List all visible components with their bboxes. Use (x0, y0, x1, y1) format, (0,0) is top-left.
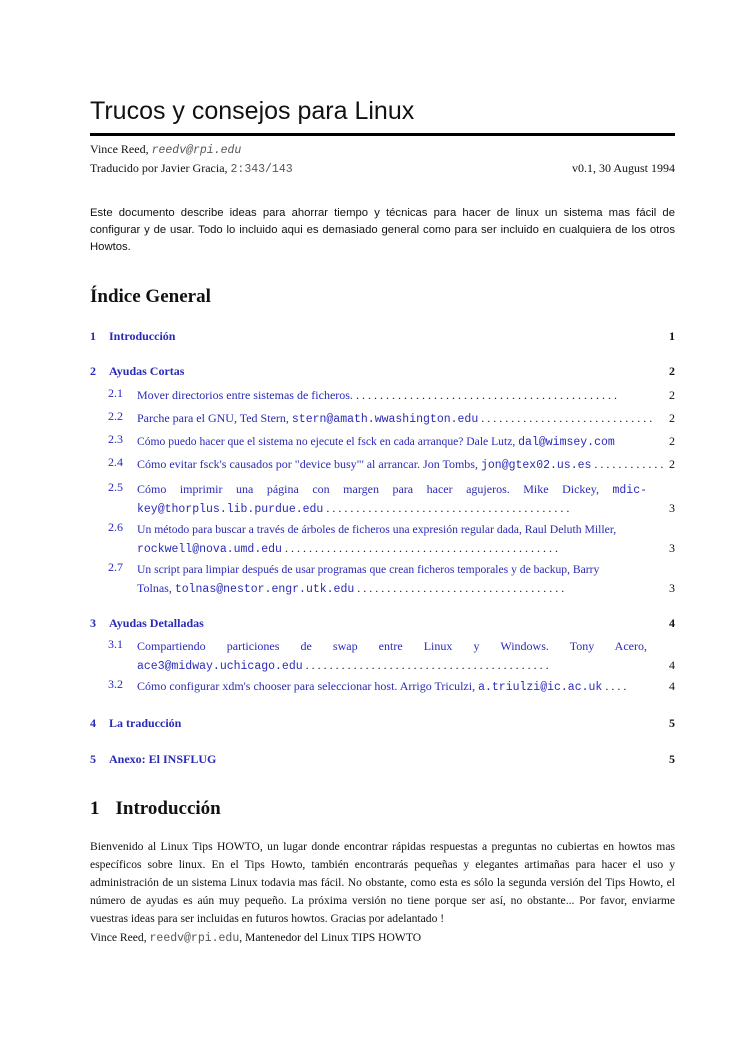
translator-line (90, 161, 293, 176)
toc-page: 3 (669, 581, 675, 595)
author-email: reedv@rpi.edu (151, 144, 242, 157)
toc-link[interactable]: Tolnas, (137, 581, 172, 595)
toc-link[interactable]: Ayudas Detalladas (109, 616, 204, 630)
toc-email[interactable]: ace3@midway.uchicago.edu (137, 660, 303, 673)
toc-link[interactable]: La traducción (109, 716, 182, 730)
toc-email[interactable]: jon@gtex02.us.es (480, 459, 592, 472)
toc-entry-5[interactable]: 5 Anexo: El INSFLUG 5 (90, 752, 675, 766)
index-heading: Índice General (90, 286, 211, 307)
toc-link[interactable]: Cómo imprimir una página con margen para hacer agujeros. Mike Dickey, (137, 482, 599, 496)
toc-page: 5 (669, 716, 675, 730)
section-number: 1 (90, 798, 100, 819)
intro-paragraph: Bienvenido al Linux Tips HOWTO, un lugar donde encontrar rápidas respuestas a preguntas no cubiertas en howtos mas específicos sobre linux. En el Tips Howto, también encontrarás pequeñas y elegantes artimañas para hacer el uso y administración de un sistema Linux todavia mas fácil. No obstante, como esta es sólo la segunda versión del Tips Howto, el número de ayudas es aún muy pequeño. La próxima versión no tiene porque ser así, no obstante... Por favor, enviarme vuestras ideas para ser incluidas en futuros howtos. Gracias por adelantado ! (90, 840, 675, 925)
toc-link[interactable]: Anexo: El INSFLUG (109, 752, 217, 766)
toc-link[interactable]: Cómo configurar xdm's chooser para seleccionar host. Arrigo Triculzi, (137, 679, 476, 693)
signature-role: , Mantenedor del Linux TIPS HOWTO (239, 931, 422, 944)
toc-link[interactable]: Cómo evitar fsck's causados por "device busy"' al arrancar. Jon Tombs, (137, 457, 478, 471)
translator-text: Traducido por Javier Gracia, (90, 161, 228, 175)
toc-entry-1[interactable]: 1 Introducción 1 (90, 329, 675, 343)
author-name: Vince Reed, (90, 142, 149, 156)
toc-link[interactable]: Cómo puedo hacer que el sistema no ejecute el fsck en cada arranque? Dale Lutz, (137, 435, 516, 448)
toc-entry-3[interactable]: 3 Ayudas Detalladas 4 (90, 616, 675, 630)
toc-email[interactable]: rockwell@nova.umd.edu (137, 543, 282, 556)
toc-page: 2 (669, 434, 675, 448)
author-line (90, 142, 241, 157)
toc-page: 2 (669, 388, 675, 402)
section-heading (90, 798, 221, 820)
toc-email[interactable]: a.triulzi@ic.ac.uk (478, 681, 603, 694)
title-rule (90, 133, 675, 136)
toc-page: 2 (669, 364, 675, 378)
toc-email[interactable]: key@thorplus.lib.purdue.edu (137, 503, 324, 516)
toc-page: 1 (669, 329, 675, 343)
abstract: Este documento describe ideas para ahorrar tiempo y técnicas para hacer de linux un sistema mas fácil de configurar y de usar. Todo lo incluido aqui es demasiado general como para ser incluido en cualquiera de los otros Howtos. (90, 207, 675, 253)
toc-email-part[interactable]: mdic- (612, 484, 647, 497)
toc-email[interactable]: dal@wimsey.com (518, 436, 615, 449)
signature-email[interactable]: reedv@rpi.edu (149, 932, 240, 945)
toc-link[interactable]: Mover directorios entre sistemas de ficheros. (137, 388, 353, 402)
toc-link[interactable]: Introducción (109, 329, 176, 343)
toc-page: 3 (669, 541, 675, 555)
translator-address: 2:343/143 (230, 163, 293, 176)
toc-link[interactable]: Un script para limpiar después de usar programas que crean ficheros temporales y de backup, Barry (137, 563, 600, 576)
toc-page: 2 (669, 411, 675, 425)
document-title: Trucos y consejos para Linux (90, 97, 415, 125)
toc-page: 3 (669, 501, 675, 515)
version-date: v0.1, 30 August 1994 (571, 161, 675, 175)
signature-name: Vince Reed, (90, 931, 147, 944)
toc-page: 2 (669, 457, 675, 471)
toc-link[interactable]: Ayudas Cortas (109, 364, 185, 378)
toc-entry-4[interactable]: 4 La traducción 5 (90, 716, 675, 730)
toc-link[interactable]: Parche para el GNU, Ted Stern, (137, 411, 289, 425)
toc-page: 4 (669, 679, 675, 693)
toc-email[interactable]: stern@amath.wwashington.edu (291, 413, 479, 426)
toc-page: 4 (669, 658, 675, 672)
toc-entry-2[interactable]: 2 Ayudas Cortas 2 (90, 364, 675, 378)
signature-line (90, 931, 421, 945)
toc-page: 4 (669, 616, 675, 630)
section-title: Introducción (115, 798, 221, 819)
toc-link[interactable]: Un método para buscar a través de árboles de ficheros una expresión regular dada, Raul Deluth Miller, (137, 523, 617, 536)
toc-link[interactable]: Compartiendo particiones de swap entre Linux y Windows. Tony Acero, (137, 639, 647, 653)
toc-email[interactable]: tolnas@nestor.engr.utk.edu (174, 583, 355, 596)
toc-page: 5 (669, 752, 675, 766)
